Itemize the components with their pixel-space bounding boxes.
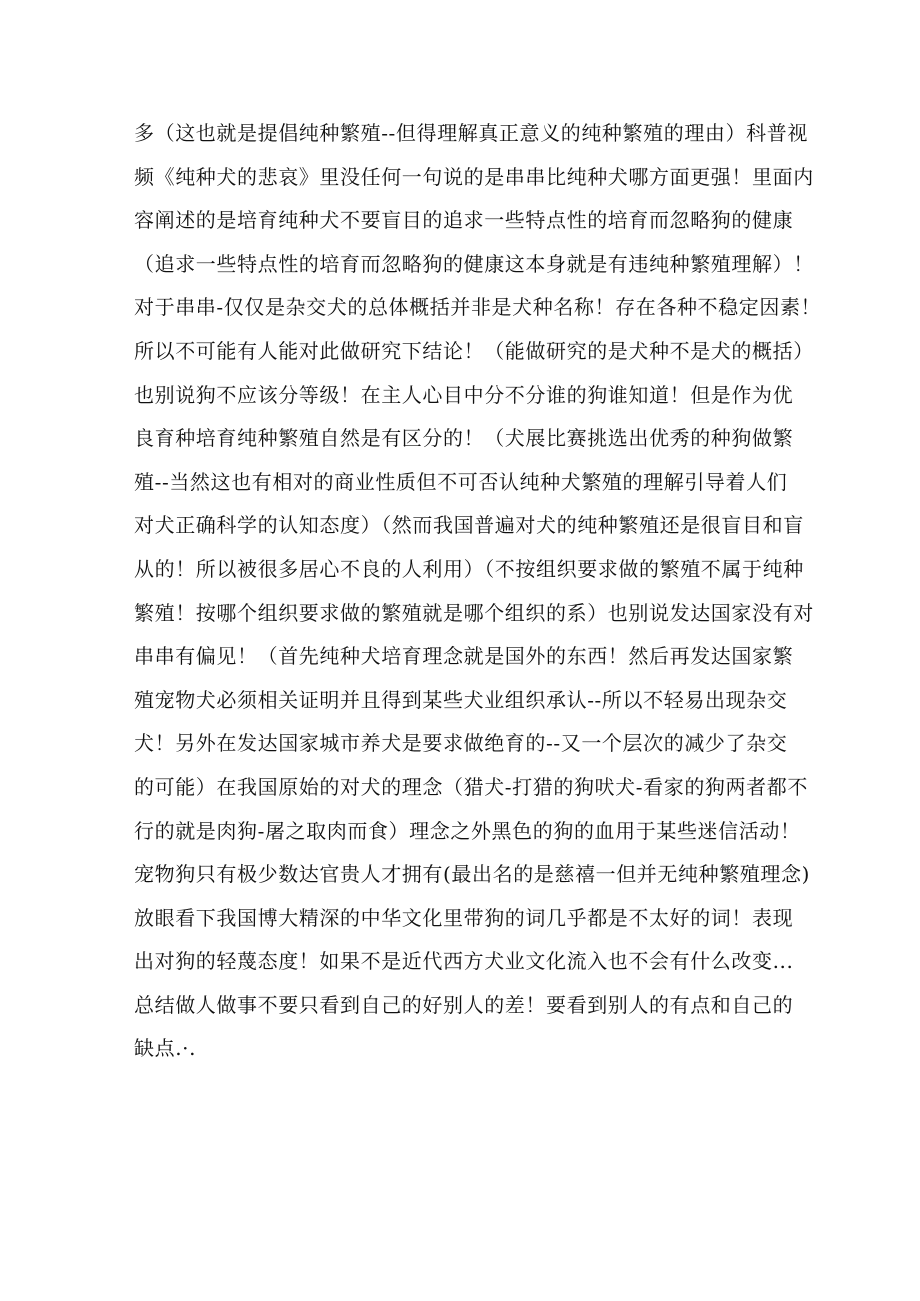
text-line: 出对狗的轻蔑态度！如果不是近代西方犬业文化流入也不会有什么改变... <box>134 949 794 974</box>
text-line: 对犬正确科学的认知态度）（然而我国普遍对犬的纯种繁殖还是很盲目和盲 <box>134 513 804 538</box>
text-line: 多（这也就是提倡纯种繁殖--但得理解真正意义的纯种繁殖的理由）科普视 <box>134 121 808 145</box>
text-line: 殖宠物犬必须相关证明并且得到某些犬业组织承认--所以不轻易出现杂交 <box>134 687 788 712</box>
text-line: 宠物狗只有极少数达官贵人才拥有(最出名的是慈禧一但并无纯种繁殖理念) <box>134 862 811 887</box>
text-line: 串串有偏见！（首先纯种犬培育理念就是国外的东西！然后再发达国家繁 <box>134 644 794 669</box>
text-line: 从的！所以被很多居心不良的人利用）（不按组织要求做的繁殖不属于纯种 <box>134 556 804 581</box>
text-line: 犬！另外在发达国家城市养犬是要求做绝育的--又一个层次的减少了杂交 <box>134 731 788 756</box>
text-line: 殖--当然这也有相对的商业性质但不可否认纯种犬繁殖的理解引导着人们 <box>134 469 788 494</box>
text-line: 良育种培育纯种繁殖自然是有区分的！（犬展比赛挑选出优秀的种狗做繁 <box>134 426 794 451</box>
text-line: 所以不可能有人能对此做研究下结论！（能做研究的是犬种不是犬的概括） <box>134 338 814 363</box>
text-line: 放眼看下我国博大精深的中华文化里带狗的词几乎都是不太好的词！表现 <box>134 905 794 930</box>
text-line: 也别说狗不应该分等级！在主人心目中分不分谁的狗谁知道！但是作为优 <box>134 382 794 407</box>
text-line: 对于串串-仅仅是杂交犬的总体概括并非是犬种名称！存在各种不稳定因素！ <box>134 295 822 320</box>
text-line: 缺点.·. <box>134 1036 197 1061</box>
text-line: （追求一些特点性的培育而忽略狗的健康这本身就是有违纯种繁殖理解）！ <box>134 251 814 276</box>
text-line: 行的就是肉狗-屠之取肉而食）理念之外黑色的狗的血用于某些迷信活动！ <box>134 818 801 843</box>
text-line: 频《纯种犬的悲哀》里没任何一句说的是串串比纯种犬哪方面更强！里面内 <box>134 164 814 189</box>
body-text <box>134 112 834 1071</box>
text-line: 繁殖！按哪个组织要求做的繁殖就是哪个组织的系）也别说发达国家没有对 <box>134 600 814 625</box>
text-line: 容阐述的是培育纯种犬不要盲目的追求一些特点性的培育而忽略狗的健康 <box>134 208 794 233</box>
text-line: 总结做人做事不要只看到自己的好别人的差！要看到别人的有点和自己的 <box>134 992 794 1017</box>
text-line: 的可能）在我国原始的对犬的理念（猎犬-打猎的狗吠犬-看家的狗两者都不 <box>134 774 808 799</box>
